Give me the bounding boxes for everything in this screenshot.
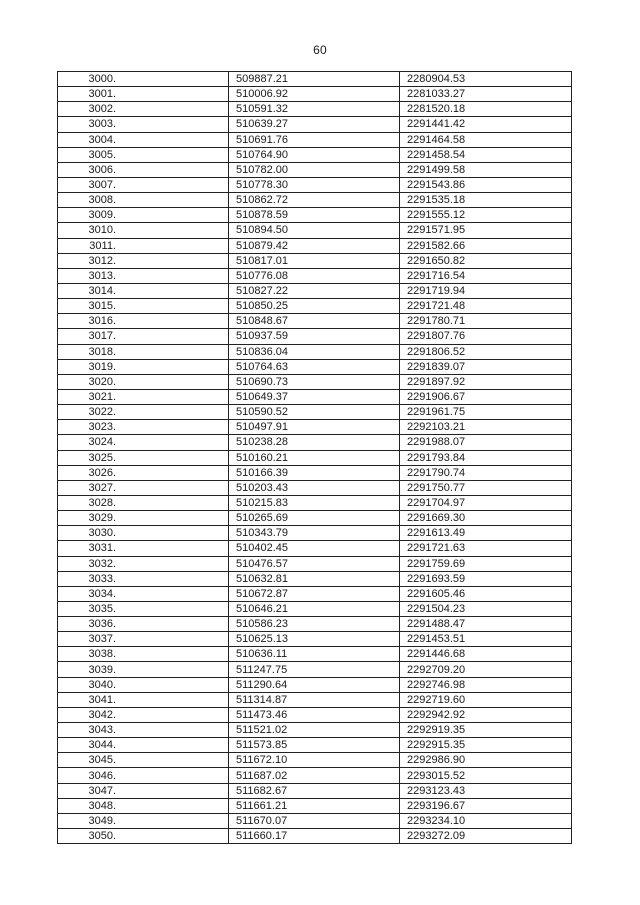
table-row: [58, 662, 572, 677]
table-row: [58, 87, 572, 102]
point-number-cell: 3020.: [58, 374, 229, 389]
point-number-cell: 3026.: [58, 465, 229, 480]
y-coordinate-cell: 2291719.94: [400, 283, 572, 298]
x-coordinate-cell: 511670.07: [229, 813, 400, 828]
table-row: [58, 480, 572, 495]
y-coordinate-cell: 2292719.60: [400, 692, 572, 707]
point-number-cell: 3031.: [58, 541, 229, 556]
point-number-cell: 3019.: [58, 359, 229, 374]
point-number-cell: 3015.: [58, 299, 229, 314]
y-coordinate-cell: 2293272.09: [400, 829, 572, 844]
point-number-cell: 3028.: [58, 495, 229, 510]
x-coordinate-cell: 510636.11: [229, 647, 400, 662]
x-coordinate-cell: 510690.73: [229, 374, 400, 389]
point-number-cell: 3017.: [58, 329, 229, 344]
x-coordinate-cell: 511290.64: [229, 677, 400, 692]
table-row: [58, 359, 572, 374]
point-number-cell: 3023.: [58, 420, 229, 435]
point-number-cell: 3040.: [58, 677, 229, 692]
table-row: [58, 692, 572, 707]
x-coordinate-cell: 511660.17: [229, 829, 400, 844]
table-row: [58, 677, 572, 692]
table-row: [58, 238, 572, 253]
y-coordinate-cell: 2291464.58: [400, 132, 572, 147]
table-row: [58, 768, 572, 783]
table-row: [58, 526, 572, 541]
table-row: [58, 405, 572, 420]
y-coordinate-cell: 2291488.47: [400, 617, 572, 632]
table-row: [58, 707, 572, 722]
y-coordinate-cell: 2291693.59: [400, 571, 572, 586]
table-row: [58, 420, 572, 435]
y-coordinate-cell: 2291499.58: [400, 162, 572, 177]
x-coordinate-cell: 510878.59: [229, 208, 400, 223]
table-row: [58, 723, 572, 738]
x-coordinate-cell: 510879.42: [229, 238, 400, 253]
table-row: [58, 541, 572, 556]
y-coordinate-cell: 2291961.75: [400, 405, 572, 420]
point-number-cell: 3018.: [58, 344, 229, 359]
point-number-cell: 3001.: [58, 87, 229, 102]
point-number-cell: 3007.: [58, 177, 229, 192]
point-number-cell: 3034.: [58, 586, 229, 601]
x-coordinate-cell: 510672.87: [229, 586, 400, 601]
x-coordinate-cell: 511687.02: [229, 768, 400, 783]
point-number-cell: 3035.: [58, 601, 229, 616]
y-coordinate-cell: 2291780.71: [400, 314, 572, 329]
x-coordinate-cell: 511682.67: [229, 783, 400, 798]
y-coordinate-cell: 2292709.20: [400, 662, 572, 677]
point-number-cell: 3033.: [58, 571, 229, 586]
point-number-cell: 3045.: [58, 753, 229, 768]
table-row: [58, 450, 572, 465]
y-coordinate-cell: 2291441.42: [400, 117, 572, 132]
table-row: [58, 102, 572, 117]
x-coordinate-cell: 510166.39: [229, 465, 400, 480]
y-coordinate-cell: 2291458.54: [400, 147, 572, 162]
table-row: [58, 314, 572, 329]
y-coordinate-cell: 2292103.21: [400, 420, 572, 435]
point-number-cell: 3038.: [58, 647, 229, 662]
table-row: [58, 556, 572, 571]
point-number-cell: 3008.: [58, 193, 229, 208]
x-coordinate-cell: 510646.21: [229, 601, 400, 616]
table-row: [58, 798, 572, 813]
x-coordinate-cell: 510649.37: [229, 389, 400, 404]
table-row: [58, 783, 572, 798]
table-row: [58, 117, 572, 132]
point-number-cell: 3005.: [58, 147, 229, 162]
x-coordinate-cell: 510850.25: [229, 299, 400, 314]
point-number-cell: 3044.: [58, 738, 229, 753]
x-coordinate-cell: 510586.23: [229, 617, 400, 632]
y-coordinate-cell: 2291759.69: [400, 556, 572, 571]
x-coordinate-cell: 511314.87: [229, 692, 400, 707]
y-coordinate-cell: 2291605.46: [400, 586, 572, 601]
table-row: [58, 132, 572, 147]
y-coordinate-cell: 2293015.52: [400, 768, 572, 783]
y-coordinate-cell: 2293234.10: [400, 813, 572, 828]
y-coordinate-cell: 2292746.98: [400, 677, 572, 692]
point-number-cell: 3049.: [58, 813, 229, 828]
x-coordinate-cell: 510590.52: [229, 405, 400, 420]
point-number-cell: 3012.: [58, 253, 229, 268]
point-number-cell: 3036.: [58, 617, 229, 632]
point-number-cell: 3009.: [58, 208, 229, 223]
table-row: [58, 72, 572, 87]
point-number-cell: 3004.: [58, 132, 229, 147]
table-row: [58, 374, 572, 389]
table-row: [58, 147, 572, 162]
point-number-cell: 3048.: [58, 798, 229, 813]
table-row: [58, 389, 572, 404]
point-number-cell: 3021.: [58, 389, 229, 404]
table-row: [58, 268, 572, 283]
y-coordinate-cell: 2291750.77: [400, 480, 572, 495]
point-number-cell: 3002.: [58, 102, 229, 117]
point-number-cell: 3046.: [58, 768, 229, 783]
x-coordinate-cell: 510937.59: [229, 329, 400, 344]
point-number-cell: 3000.: [58, 72, 229, 87]
table-row: [58, 495, 572, 510]
table-row: [58, 329, 572, 344]
y-coordinate-cell: 2293123.43: [400, 783, 572, 798]
x-coordinate-cell: 511473.46: [229, 707, 400, 722]
table-row: [58, 647, 572, 662]
x-coordinate-cell: 511573.85: [229, 738, 400, 753]
table-row: [58, 253, 572, 268]
y-coordinate-cell: 2291650.82: [400, 253, 572, 268]
table-row: [58, 571, 572, 586]
point-number-cell: 3006.: [58, 162, 229, 177]
y-coordinate-cell: 2291543.86: [400, 177, 572, 192]
y-coordinate-cell: 2291790.74: [400, 465, 572, 480]
y-coordinate-cell: 2291704.97: [400, 495, 572, 510]
table-row: [58, 829, 572, 844]
point-number-cell: 3027.: [58, 480, 229, 495]
y-coordinate-cell: 2291721.48: [400, 299, 572, 314]
y-coordinate-cell: 2291613.49: [400, 526, 572, 541]
y-coordinate-cell: 2291721.63: [400, 541, 572, 556]
coordinates-table: [57, 71, 572, 844]
table-row: [58, 738, 572, 753]
x-coordinate-cell: 510691.76: [229, 132, 400, 147]
x-coordinate-cell: 511247.75: [229, 662, 400, 677]
point-number-cell: 3003.: [58, 117, 229, 132]
table-row: [58, 299, 572, 314]
x-coordinate-cell: 510632.81: [229, 571, 400, 586]
x-coordinate-cell: 510497.91: [229, 420, 400, 435]
table-row: [58, 813, 572, 828]
y-coordinate-cell: 2292915.35: [400, 738, 572, 753]
x-coordinate-cell: 510238.28: [229, 435, 400, 450]
y-coordinate-cell: 2291839.07: [400, 359, 572, 374]
x-coordinate-cell: 510817.01: [229, 253, 400, 268]
x-coordinate-cell: 511521.02: [229, 723, 400, 738]
y-coordinate-cell: 2291897.92: [400, 374, 572, 389]
point-number-cell: 3043.: [58, 723, 229, 738]
table-row: [58, 435, 572, 450]
table-row: [58, 465, 572, 480]
table-row: [58, 162, 572, 177]
y-coordinate-cell: 2291806.52: [400, 344, 572, 359]
y-coordinate-cell: 2291504.23: [400, 601, 572, 616]
table-row: [58, 283, 572, 298]
x-coordinate-cell: 511661.21: [229, 798, 400, 813]
x-coordinate-cell: 510625.13: [229, 632, 400, 647]
point-number-cell: 3024.: [58, 435, 229, 450]
table-row: [58, 617, 572, 632]
x-coordinate-cell: 510827.22: [229, 283, 400, 298]
point-number-cell: 3032.: [58, 556, 229, 571]
x-coordinate-cell: 509887.21: [229, 72, 400, 87]
y-coordinate-cell: 2292942.92: [400, 707, 572, 722]
point-number-cell: 3025.: [58, 450, 229, 465]
x-coordinate-cell: 510764.63: [229, 359, 400, 374]
y-coordinate-cell: 2291906.67: [400, 389, 572, 404]
point-number-cell: 3014.: [58, 283, 229, 298]
point-number-cell: 3016.: [58, 314, 229, 329]
point-number-cell: 3039.: [58, 662, 229, 677]
coordinates-table-body: [58, 72, 572, 844]
x-coordinate-cell: 510591.32: [229, 102, 400, 117]
y-coordinate-cell: 2291446.68: [400, 647, 572, 662]
table-row: [58, 511, 572, 526]
point-number-cell: 3037.: [58, 632, 229, 647]
x-coordinate-cell: 510476.57: [229, 556, 400, 571]
x-coordinate-cell: 510215.83: [229, 495, 400, 510]
point-number-cell: 3042.: [58, 707, 229, 722]
y-coordinate-cell: 2291988.07: [400, 435, 572, 450]
y-coordinate-cell: 2291555.12: [400, 208, 572, 223]
x-coordinate-cell: 511672.10: [229, 753, 400, 768]
y-coordinate-cell: 2280904.53: [400, 72, 572, 87]
x-coordinate-cell: 510006.92: [229, 87, 400, 102]
point-number-cell: 3013.: [58, 268, 229, 283]
y-coordinate-cell: 2291582.66: [400, 238, 572, 253]
point-number-cell: 3010.: [58, 223, 229, 238]
y-coordinate-cell: 2291535.18: [400, 193, 572, 208]
y-coordinate-cell: 2292919.35: [400, 723, 572, 738]
table-row: [58, 586, 572, 601]
x-coordinate-cell: 510764.90: [229, 147, 400, 162]
x-coordinate-cell: 510778.30: [229, 177, 400, 192]
x-coordinate-cell: 510848.67: [229, 314, 400, 329]
x-coordinate-cell: 510639.27: [229, 117, 400, 132]
x-coordinate-cell: 510265.69: [229, 511, 400, 526]
x-coordinate-cell: 510894.50: [229, 223, 400, 238]
x-coordinate-cell: 510782.00: [229, 162, 400, 177]
table-row: [58, 223, 572, 238]
x-coordinate-cell: 510343.79: [229, 526, 400, 541]
table-row: [58, 177, 572, 192]
y-coordinate-cell: 2281520.18: [400, 102, 572, 117]
table-row: [58, 753, 572, 768]
y-coordinate-cell: 2293196.67: [400, 798, 572, 813]
table-row: [58, 193, 572, 208]
x-coordinate-cell: 510836.04: [229, 344, 400, 359]
point-number-cell: 3030.: [58, 526, 229, 541]
y-coordinate-cell: 2292986.90: [400, 753, 572, 768]
y-coordinate-cell: 2291669.30: [400, 511, 572, 526]
table-row: [58, 632, 572, 647]
table-row: [58, 208, 572, 223]
x-coordinate-cell: 510203.43: [229, 480, 400, 495]
y-coordinate-cell: 2291453.51: [400, 632, 572, 647]
y-coordinate-cell: 2291793.84: [400, 450, 572, 465]
point-number-cell: 3011.: [58, 238, 229, 253]
y-coordinate-cell: 2281033.27: [400, 87, 572, 102]
table-row: [58, 601, 572, 616]
table-row: [58, 344, 572, 359]
point-number-cell: 3022.: [58, 405, 229, 420]
y-coordinate-cell: 2291716.54: [400, 268, 572, 283]
x-coordinate-cell: 510160.21: [229, 450, 400, 465]
point-number-cell: 3029.: [58, 511, 229, 526]
x-coordinate-cell: 510402.45: [229, 541, 400, 556]
x-coordinate-cell: 510776.08: [229, 268, 400, 283]
y-coordinate-cell: 2291807.76: [400, 329, 572, 344]
point-number-cell: 3041.: [58, 692, 229, 707]
y-coordinate-cell: 2291571.95: [400, 223, 572, 238]
point-number-cell: 3047.: [58, 783, 229, 798]
x-coordinate-cell: 510862.72: [229, 193, 400, 208]
point-number-cell: 3050.: [58, 829, 229, 844]
page-number: 60: [313, 43, 327, 57]
